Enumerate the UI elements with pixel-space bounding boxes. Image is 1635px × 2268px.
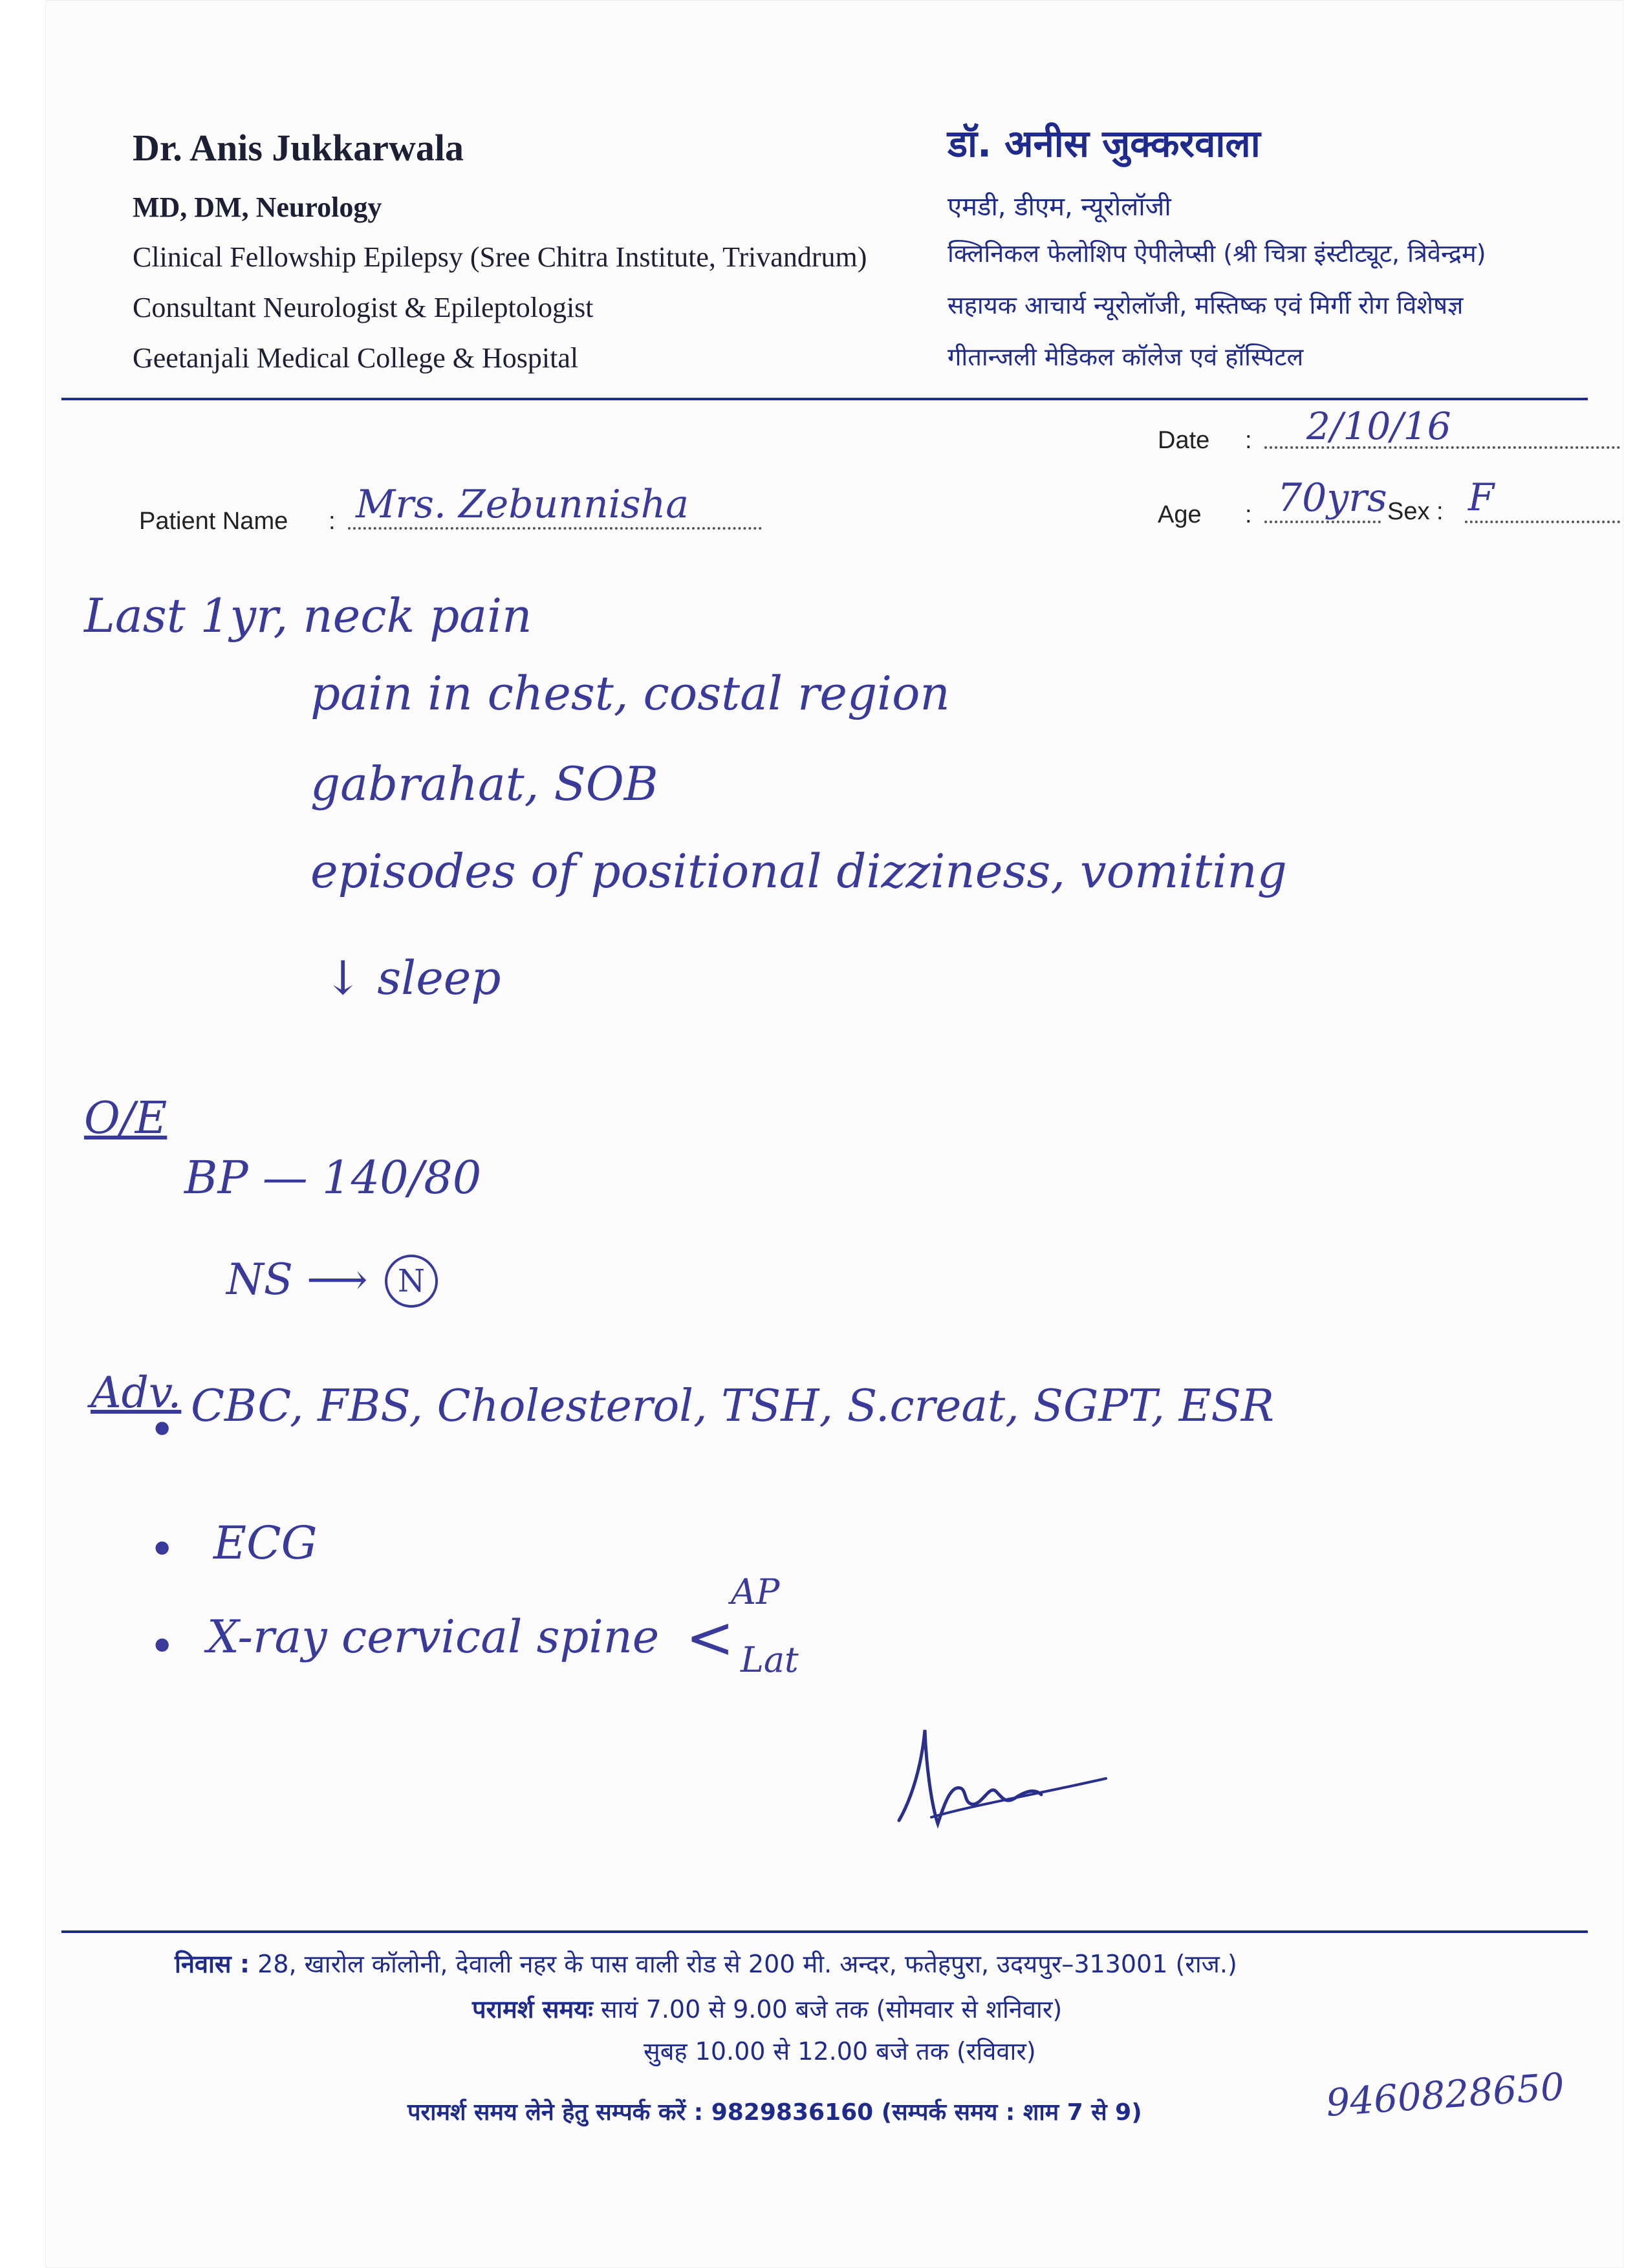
doctor-name-hindi: डॉ. अनीस जुक्करवाला bbox=[947, 122, 1261, 166]
xray-bracket: < bbox=[686, 1604, 735, 1672]
sex-line bbox=[1465, 521, 1620, 523]
history-line-5: ↓ sleep bbox=[323, 951, 501, 1005]
doctor-name-english: Dr. Anis Jukkarwala bbox=[133, 127, 464, 169]
date-value: 2/10/16 bbox=[1306, 404, 1451, 448]
timing-label: परामर्श समयः bbox=[472, 1995, 593, 2024]
doctor-role-english: Consultant Neurologist & Epileptologist bbox=[133, 292, 594, 323]
address-text: 28, खारोल कॉलोनी, देवाली नहर के पास वाली रोड से 200 मी. अन्दर, फतेहपुरा, उदयपुर–313001 (राज.) bbox=[257, 1950, 1237, 1978]
history-line-3: gabrahat, SOB bbox=[310, 757, 658, 811]
timing-weekday-line bbox=[472, 1992, 1062, 2025]
footer-divider bbox=[61, 1930, 1588, 1933]
doctor-fellowship-hindi: क्लिनिकल फेलोशिप ऐपीलेप्सी (श्री चित्रा इंस्टीट्यूट, त्रिवेन्द्रम) bbox=[947, 239, 1486, 268]
contact-label: परामर्श समय लेने हेतु सम्पर्क करें : bbox=[407, 2099, 704, 2126]
date-label: Date bbox=[1158, 427, 1210, 454]
age-colon: : bbox=[1245, 501, 1252, 528]
doctor-signature bbox=[886, 1707, 1119, 1837]
doctor-hospital-hindi: गीतान्जली मेडिकल कॉलेज एवं हॉस्पिटल bbox=[947, 343, 1304, 371]
handwritten-phone: 9460828650 bbox=[1325, 2064, 1566, 2125]
contact-line bbox=[407, 2095, 1142, 2127]
advice-ecg: ECG bbox=[213, 1517, 318, 1570]
sex-label: Sex : bbox=[1387, 498, 1444, 525]
age-value: 70yrs bbox=[1277, 475, 1387, 521]
doctor-fellowship-english: Clinical Fellowship Epilepsy (Sree Chitra Institute, Trivandrum) bbox=[133, 241, 867, 273]
header-divider bbox=[61, 398, 1588, 400]
history-line-1: Last 1yr, neck pain bbox=[84, 589, 532, 643]
sex-value: F bbox=[1468, 475, 1495, 519]
age-line bbox=[1264, 521, 1381, 523]
xray-view-lat: Lat bbox=[741, 1639, 799, 1680]
doctor-degrees-english: MD, DM, Neurology bbox=[133, 191, 382, 223]
timing-weekday: सायं 7.00 से 9.00 बजे तक (सोमवार से शनिवार) bbox=[600, 1995, 1063, 2024]
contact-number: 9829836160 bbox=[711, 2099, 874, 2126]
exam-bp: BP — 140/80 bbox=[184, 1151, 482, 1204]
history-line-2: pain in chest, costal region bbox=[310, 666, 950, 720]
doctor-degrees-hindi: एमडी, डीएम, न्यूरोलॉजी bbox=[947, 192, 1171, 222]
exam-ns: NS ⟶ bbox=[226, 1255, 368, 1304]
age-label: Age bbox=[1158, 501, 1202, 528]
advice-bullet-3: • bbox=[149, 1620, 176, 1673]
advice-heading: Adv. bbox=[91, 1368, 182, 1418]
advice-bullet-2: • bbox=[149, 1523, 176, 1576]
advice-xray: X-ray cervical spine bbox=[207, 1610, 660, 1663]
advice-tests: CBC, FBS, Cholesterol, TSH, S.creat, SGPT, ESR bbox=[191, 1381, 1275, 1432]
history-line-4: episodes of positional dizziness, vomiting bbox=[310, 844, 1287, 898]
normal-circle: N bbox=[385, 1255, 438, 1308]
patient-name-value: Mrs. Zebunnisha bbox=[356, 482, 689, 527]
contact-time: (सम्पर्क समय : शाम 7 से 9) bbox=[881, 2099, 1142, 2126]
prescription-sheet bbox=[45, 0, 1623, 2268]
patient-name-line bbox=[348, 527, 762, 530]
exam-heading: O/E bbox=[84, 1093, 168, 1144]
doctor-hospital-english: Geetanjali Medical College & Hospital bbox=[133, 342, 579, 374]
timing-sunday: सुबह 10.00 से 12.00 बजे तक (रविवार) bbox=[644, 2037, 1036, 2066]
date-colon: : bbox=[1245, 427, 1252, 454]
doctor-role-hindi: सहायक आचार्य न्यूरोलॉजी, मस्तिष्क एवं मिर्गी रोग विशेषज्ञ bbox=[947, 291, 1464, 319]
xray-view-ap: AP bbox=[731, 1571, 780, 1612]
patient-name-colon: : bbox=[329, 508, 336, 535]
address-label: निवास : bbox=[175, 1950, 250, 1978]
address-line bbox=[175, 1947, 1237, 1980]
advice-bullet-1: • bbox=[149, 1403, 176, 1456]
patient-name-label: Patient Name bbox=[139, 508, 288, 535]
